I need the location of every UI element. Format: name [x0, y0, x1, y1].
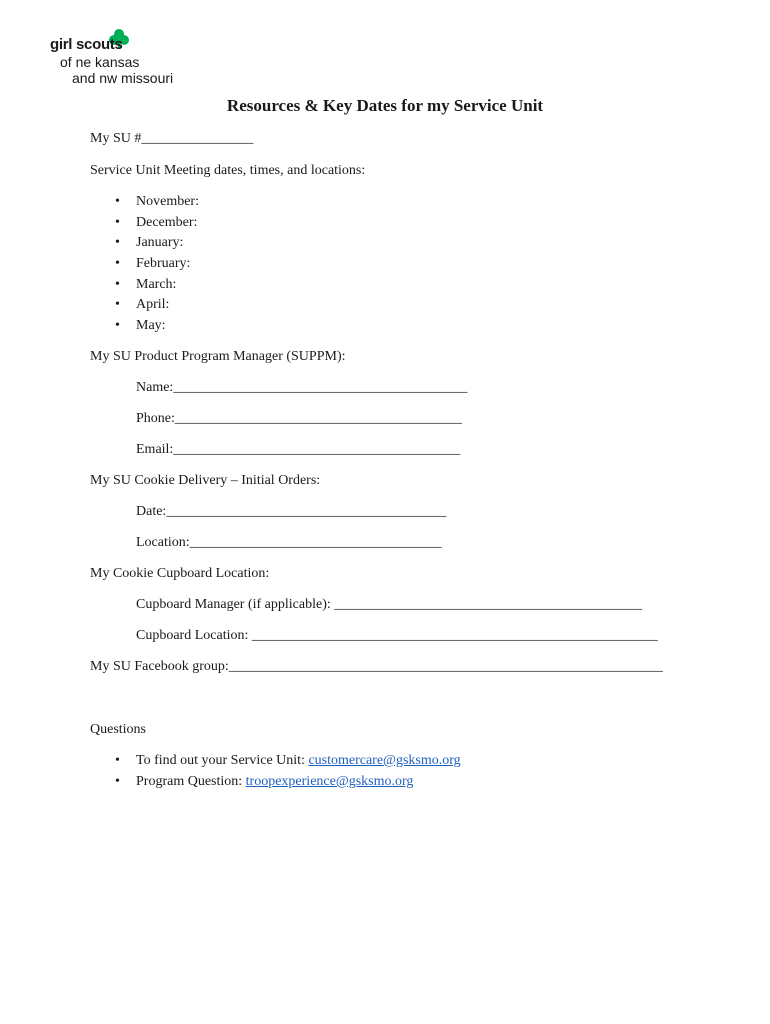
list-item: November:: [136, 194, 199, 209]
bullet-icon: •: [115, 194, 120, 209]
bullet-icon: •: [115, 774, 120, 789]
list-item: January:: [136, 235, 184, 250]
suppm-phone-field: Phone:_________________________________________: [136, 411, 462, 426]
questions-heading: Questions: [90, 722, 146, 737]
list-item: [136, 774, 413, 790]
list-item: April:: [136, 297, 170, 312]
bullet-icon: •: [115, 256, 120, 271]
list-item: February:: [136, 256, 191, 271]
logo-text-line3: and nw missouri: [72, 70, 174, 86]
suppm-heading: My SU Product Program Manager (SUPPM):: [90, 349, 346, 364]
bullet-icon: •: [115, 297, 120, 312]
delivery-location-field: Location:____________________________________: [136, 535, 442, 550]
cupboard-heading: My Cookie Cupboard Location:: [90, 566, 270, 581]
delivery-heading: My SU Cookie Delivery – Initial Orders:: [90, 473, 321, 488]
troopexperience-email-link[interactable]: troopexperience@gsksmo.org: [245, 774, 414, 789]
suppm-email-field: Email:_________________________________________: [136, 442, 461, 457]
list-item: [136, 753, 461, 769]
customercare-email-link[interactable]: customercare@gsksmo.org: [308, 753, 461, 768]
logo-text-line2: of ne kansas: [60, 54, 140, 70]
facebook-field: My SU Facebook group:______________________________________________________________: [90, 659, 663, 674]
bullet-icon: •: [115, 318, 120, 333]
list-item: March:: [136, 277, 177, 292]
question-label: To find out your Service Unit:: [136, 753, 309, 768]
list-item: December:: [136, 215, 198, 230]
list-item: May:: [136, 318, 166, 333]
page-title: Resources & Key Dates for my Service Unit: [226, 96, 544, 115]
suppm-name-field: Name:__________________________________________: [136, 380, 468, 395]
logo-text-line1: girl scouts: [50, 36, 123, 53]
cupboard-manager-field: Cupboard Manager (if applicable): ____________________________________________: [136, 597, 643, 612]
logo: [50, 30, 190, 90]
bullet-icon: •: [115, 235, 120, 250]
bullet-icon: •: [115, 753, 120, 768]
question-label: Program Question:: [136, 774, 246, 789]
cupboard-location-field: Cupboard Location: __________________________________________________________: [136, 628, 658, 643]
bullet-icon: •: [115, 215, 120, 230]
meetings-heading: Service Unit Meeting dates, times, and locations:: [90, 163, 366, 178]
bullet-icon: •: [115, 277, 120, 292]
delivery-date-field: Date:________________________________________: [136, 504, 447, 519]
su-number-field: My SU #________________: [90, 131, 254, 146]
